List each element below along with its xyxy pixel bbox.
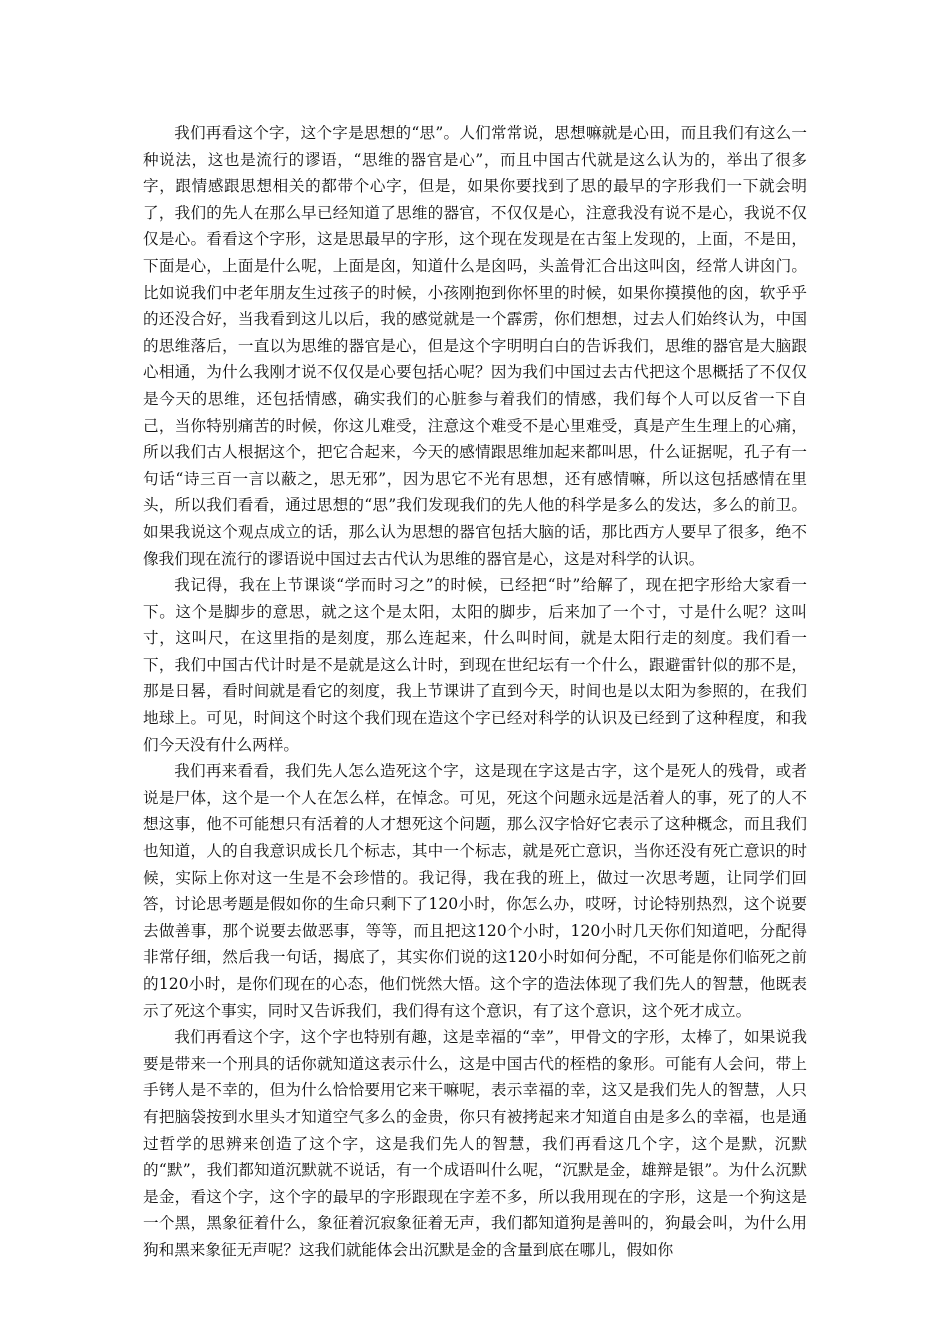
paragraph-death: 我们再来看看，我们先人怎么造死这个字，这是现在字这是古字，这个是死人的残骨，或者说是尸体，这个是一个人在怎么样，在悼念。可见，死这个问题永远是活着人的事，死了的人不想这事，他不可能想只有活着的人才想死这个问题，那么汉字恰好它表示了这种概念，而且我们也知道，人的自我意识成长几个标志，其中一个标志，就是死亡意识，当你还没有死亡意识的时候，实际上你对这一生是不会珍惜的。我记得，我在我的班上，做过一次思考题，让同学们回答，讨论思考题是假如你的生命只剩下了120小时，你怎么办，哎呀，讨论特别热烈，这个说要去做善事，那个说要去做恶事，等等，而且把这120个小时，120小时几天你们知道吧，分配得非常仔细，然后我一句话，揭底了，其实你们说的这120小时如何分配，不可能是你们临死之前的120小时，是你们现在的心态，他们恍然大悟。这个字的造法体现了我们先人的智慧，他既表示了死这个事实，同时又告诉我们，我们得有这个意识，有了这个意识，这个死才成立。 [143, 762, 807, 1020]
body-text [143, 120, 807, 1264]
paragraph-xing-mo: 我们再看这个字，这个字也特别有趣，这是幸福的“幸”，甲骨文的字形，太棒了，如果说我要是带来一个刑具的话你就知道这表示什么，这是中国古代的桎梏的象形。可能有人会问，带上手铐人是不幸的，但为什么恰恰要用它来干嘛呢，表示幸福的幸，这又是我们先人的智慧，人只有把脑袋按到水里头才知道空气多么的金贵，你只有被拷起来才知道自由是多么的幸福，也是通过哲学的思辨来创造了这个字，这是我们先人的智慧，我们再看这几个字，这个是默，沉默的“默”，我们都知道沉默就不说话，有一个成语叫什么呢，“沉默是金，雄辩是银”。为什么沉默是金，看这个字，这个字的最早的字形跟现在字差不多，所以我用现在的字形，这是一个狗这是一个黑，黑象征着什么，象征着沉寂象征着无声，我们都知道狗是善叫的，狗最会叫，为什么用狗和黑来象征无声呢？这我们就能体会出沉默是金的含量到底在哪儿，假如你 [143, 1028, 807, 1259]
paragraph-si: 我们再看这个字，这个字是思想的“思”。人们常常说，思想嘛就是心田，而且我们有这么一种说法，这也是流行的谬语，“思维的器官是心”，而且中国古代就是这么认为的，举出了很多字，跟情感跟思想相关的都带个心字，但是，如果你要找到了思的最早的字形我们一下就会明了，我们的先人在那么早已经知道了思维的器官，不仅仅是心，注意我没有说不是心，我说不仅仅是心。看看这个字形，这是思最早的字形，这个现在发现是在古玺上发现的，上面，不是田，下面是心，上面是什么呢，上面是囟，知道什么是囟吗，头盖骨汇合出这叫囟，经常人讲囟门。比如说我们中老年朋友生过孩子的时候，小孩刚抱到你怀里的时候，如果你摸摸他的囟，软乎乎的还没合好，当我看到这儿以后，我的感觉就是一个霹雳，你们想想，过去人们始终认为，中国的思维落后，一直以为思维的器官是心，但是这个字明明白白的告诉我们，思维的器官是大脑跟心相通，为什么我刚才说不仅仅是心要包括心呢？因为我们中国过去古代把这个思概括了不仅仅是今天的思维，还包括情感，确实我们的心脏参与着我们的情感，我们每个人可以反省一下自己，当你特别痛苦的时候，你这儿难受，注意这个难受不是心里难受，真是产生生理上的心痛，所以我们古人根据这个，把它合起来，今天的感情跟思维加起来都叫思，什么证据呢，孔子有一句话“诗三百一言以蔽之，思无邪”，因为思它不光有思想，还有感情嘛，所以这包括感情在里头，所以我们看看，通过思想的“思”我们发现我们的先人他的科学是多么的发达，多么的前卫。如果我说这个观点成立的话，那么认为思想的器官包括大脑的话，那比西方人要早了很多，绝不像我们现在流行的谬语说中国过去古代认为思维的器官是心，这是对科学的认识。 [143, 124, 807, 568]
paragraph-shi: 我记得，我在上节课谈“学而时习之”的时候，已经把“时”给解了，现在把字形给大家看一下。这个是脚步的意思，就之这个是太阳，太阳的脚步，后来加了一个寸，寸是什么呢？这叫寸，这叫尺，在这里指的是刻度，那么连起来，什么叫时间，就是太阳行走的刻度。我们看一下，我们中国古代计时是不是就是这么计时，到现在世纪坛有一个什么，跟避雷针似的那不是，那是日晷，看时间就是看它的刻度，我上节课讲了直到今天，时间也是以太阳为参照的，在我们地球上。可见，时间这个时这个我们现在造这个字已经对科学的认识及已经到了这种程度，和我们今天没有什么两样。 [143, 576, 807, 754]
